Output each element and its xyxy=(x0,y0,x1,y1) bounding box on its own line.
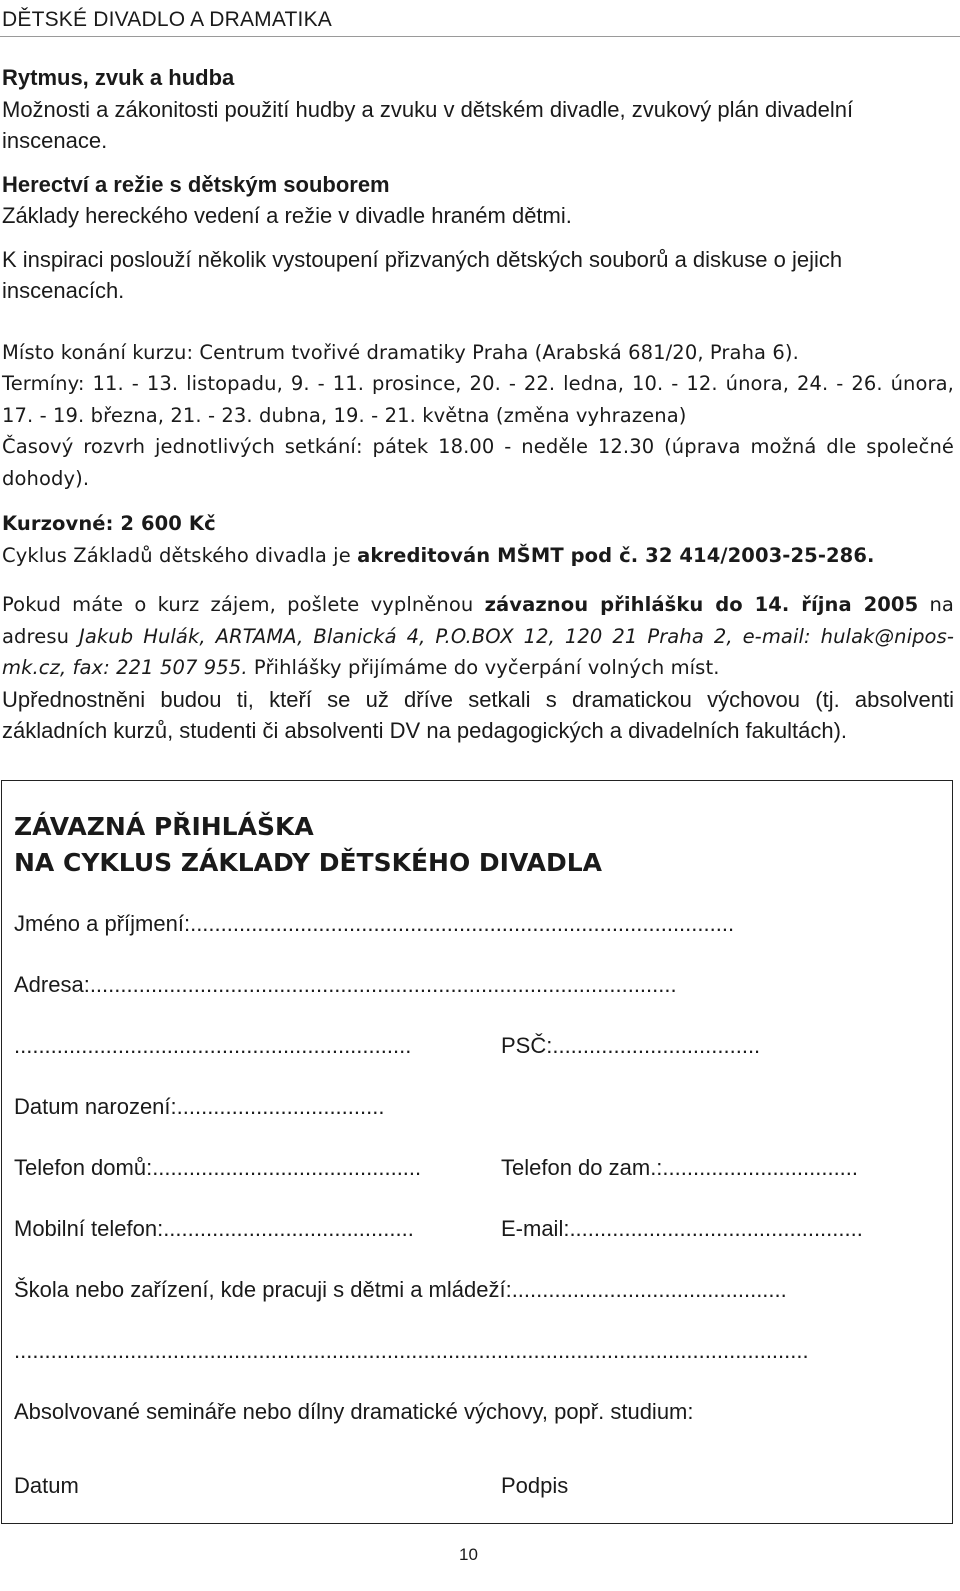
form-title xyxy=(14,809,602,881)
dates-text: Termíny: 11. - 13. listopadu, 9. - 11. prosince, 20. - 22. ledna, 10. - 12. února, 24. - 26. února, 17. - 19. března, 21. - 23. dubna, 19. - 21. května (změna vyhrazena) xyxy=(2,372,954,427)
application-address-label: na adresu xyxy=(2,593,954,648)
form-title-line2: NA CYKLUS ZÁKLADY DĚTSKÉHO DIVADLA xyxy=(14,848,603,877)
application-form xyxy=(1,780,953,1524)
school-field[interactable]: Škola nebo zařízení, kde pracuji s dětmi a mládeží:............................................. xyxy=(14,1277,787,1302)
work-phone-field[interactable]: Telefon do zam.:................................ xyxy=(501,1155,859,1180)
page-number: 10 xyxy=(459,1545,478,1564)
acting-heading: Herectví a režie s dětským souborem xyxy=(2,171,390,197)
date-field[interactable]: Datum xyxy=(14,1473,79,1498)
course-description xyxy=(2,62,954,747)
application-instructions xyxy=(2,589,954,684)
birth-date-field[interactable]: Datum narození:.................................. xyxy=(14,1094,385,1119)
accreditation-text xyxy=(2,540,954,572)
form-title-line1: ZÁVAZNÁ PŘIHLÁŠKA xyxy=(14,812,314,841)
email-field[interactable]: E-mail:................................................ xyxy=(501,1216,863,1241)
seminars-field[interactable]: Absolvované semináře nebo dílny dramatické výchovy, popř. studium: xyxy=(14,1399,694,1424)
accreditation-prefix: Cyklus Základů dětského divadla je xyxy=(2,543,358,567)
header-title: DĚTSKÉ DIVADLO A DRAMATIKA xyxy=(2,8,333,31)
page-header xyxy=(0,4,960,37)
rhythm-heading: Rytmus, zvuk a hudba xyxy=(2,65,235,90)
school-continuation-field[interactable]: .................................................................................................................................. xyxy=(14,1338,809,1363)
schedule-text: Časový rozvrh jednotlivých setkání: pátek 18.00 - neděle 12.30 (úprava možná dle společné dohody). xyxy=(2,435,954,490)
application-address: Jakub Hulák, ARTAMA, Blanická 4, P.O.BOX 12, 120 21 Praha 2, e-mail: hulak@nipos-mk.cz, fax: 221 507 955. xyxy=(2,624,954,679)
address-continuation-field[interactable]: ................................................................. xyxy=(14,1033,412,1058)
acting-text: Základy hereckého vedení a režie v divadle hraném dětmi. xyxy=(2,203,572,228)
rhythm-text: Možnosti a zákonitosti použití hudby a zvuku v dětském divadle, zvukový plán divadelní inscenace. xyxy=(2,96,854,153)
accreditation-number: akreditován MŠMT pod č. 32 414/2003-25-286. xyxy=(357,543,875,567)
application-priority: Upřednostněni budou ti, kteří se už dříve setkali s dramatickou výchovou (tj. absolventi základních kurzů, studenti či absolventi DV na pedagogických a divadelních fakultách). xyxy=(2,686,954,743)
address-field[interactable]: Adresa:................................................................................................ xyxy=(14,972,677,997)
application-prefix: Pokud máte o kurz zájem, pošlete vyplněnou xyxy=(2,593,485,616)
zip-field[interactable]: PSČ:.................................. xyxy=(501,1033,761,1058)
home-phone-field[interactable]: Telefon domů:............................................ xyxy=(14,1155,422,1180)
signature-field[interactable]: Podpis xyxy=(501,1473,569,1498)
venue-text: Místo konání kurzu: Centrum tvořivé dramatiky Praha (Arabská 681/20, Praha 6). xyxy=(2,340,799,364)
inspiration-text: K inspiraci poslouží několik vystoupení přizvaných dětských souborů a diskuse o jejich inscenacích. xyxy=(2,246,843,303)
name-field[interactable]: Jméno a příjmení:......................................................................................... xyxy=(14,911,735,936)
application-suffix: Přihlášky přijímáme do vyčerpání volných míst. xyxy=(247,656,720,679)
mobile-phone-field[interactable]: Mobilní telefon:......................................... xyxy=(14,1216,414,1241)
application-deadline: závaznou přihlášku do 14. října 2005 xyxy=(484,593,919,616)
fee-text: Kurzovné: 2 600 Kč xyxy=(2,512,216,535)
